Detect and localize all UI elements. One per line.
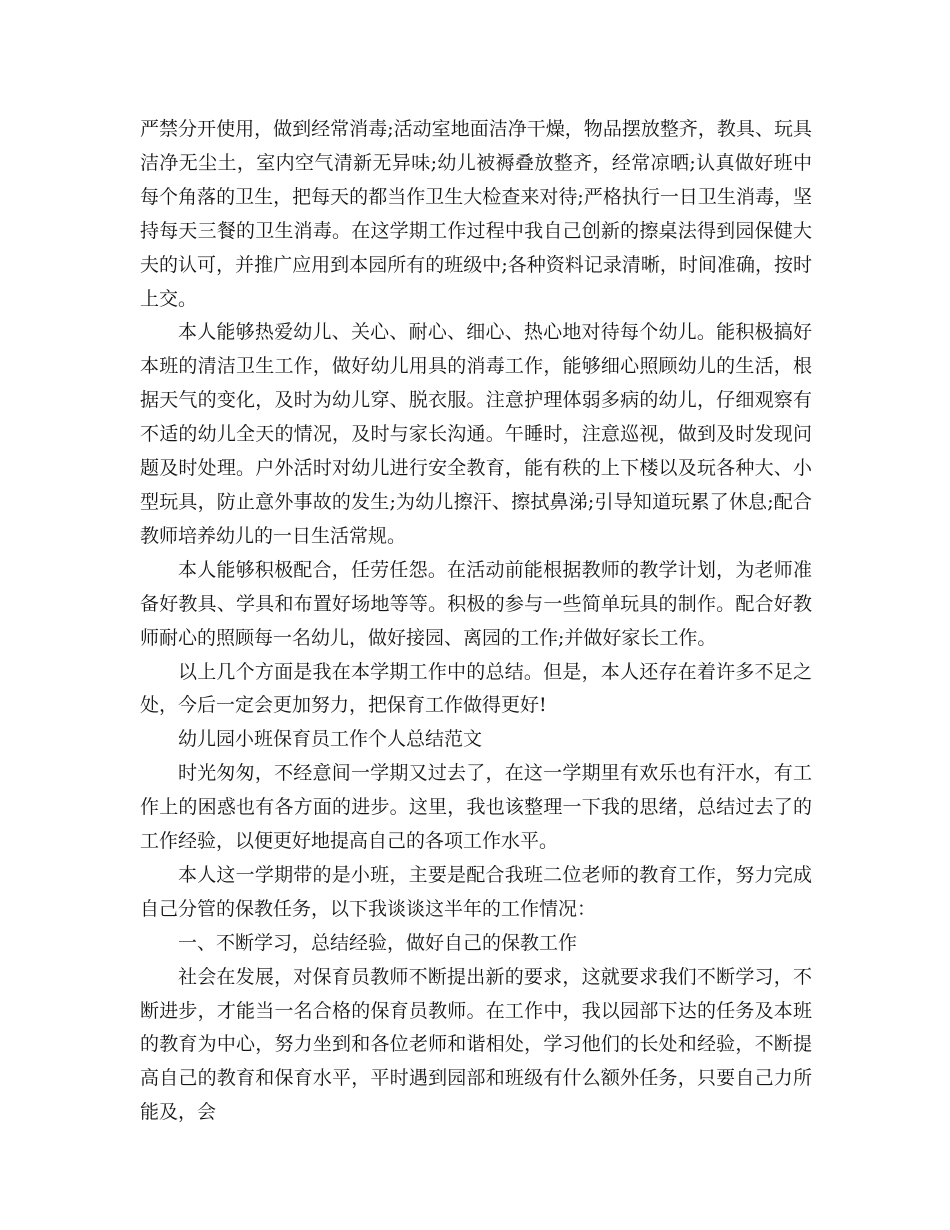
section-title: 幼儿园小班保育员工作个人总结范文 [178, 728, 483, 751]
paragraph-learning: 社会在发展，对保育员教师不断提出新的要求，这就要求我们不断学习，不断进步，才能当一名合格的保育员教师。在工作中，我以园部下达的任务及本班的教育为中心，努力坐到和各位老师和谐相处，学习他们的长处和经验，不断提高自己的教育和保育水平，平时遇到园部和班级有什么额外任务，只要自己力所能及，会 [140, 965, 812, 1124]
paragraph-caring-for-children: 本人能够热爱幼儿、关心、耐心、细心、热心地对待每个幼儿。能积极搞好本班的清洁卫生工作，做好幼儿用具的消毒工作，能够细心照顾幼儿的生活，根据天气的变化，及时为幼儿穿、脱衣服。注意护理体弱多病的幼儿，仔细观察有不适的幼儿全天的情况，及时与家长沟通。午睡时，注意巡视，做到及时发现问题及时处理。户外活时对幼儿进行安全教育，能有秩的上下楼以及玩各种大、小型玩具，防止意外事故的发生;为幼儿擦汗、擦拭鼻涕;引导知道玩累了休息;配合教师培养幼儿的一日生活常规。 [140, 321, 812, 547]
paragraph-conclusion: 以上几个方面是我在本学期工作中的总结。但是，本人还存在着许多不足之处，今后一定会更加努力，把保育工作做得更好! [140, 660, 812, 717]
subheading-learning: 一、不断学习，总结经验，做好自己的保教工作 [178, 931, 578, 954]
document-body [140, 113, 812, 1130]
paragraph-hygiene-continued: 严禁分开使用，做到经常消毒;活动室地面洁净干燥，物品摆放整齐，教具、玩具洁净无尘土，室内空气清新无异味;幼儿被褥叠放整齐，经常凉晒;认真做好班中每个角落的卫生，把每天的都当作卫生大检查来对待;严格执行一日卫生消毒，坚持每天三餐的卫生消毒。在这学期工作过程中我自己创新的擦桌法得到园保健大夫的认可，并推广应用到本园所有的班级中;各种资料记录清晰，时间准确，按时上交。 [140, 118, 812, 310]
paragraph-class-overview: 本人这一学期带的是小班，主要是配合我班二位老师的教育工作，努力完成自己分管的保教任务，以下我谈谈这半年的工作情况： [140, 863, 812, 920]
paragraph-cooperation: 本人能够积极配合，任劳任怨。在活动前能根据教师的教学计划，为老师准备好教具、学具和布置好场地等等。积极的参与一些简单玩具的制作。配合好教师耐心的照顾每一名幼儿，做好接园、离园的工作;并做好家长工作。 [140, 558, 812, 649]
paragraph-intro: 时光匆匆，不经意间一学期又过去了，在这一学期里有欢乐也有汗水，有工作上的困惑也有各方面的进步。这里，我也该整理一下我的思绪，总结过去了的工作经验，以便更好地提高自己的各项工作水平。 [140, 762, 812, 853]
